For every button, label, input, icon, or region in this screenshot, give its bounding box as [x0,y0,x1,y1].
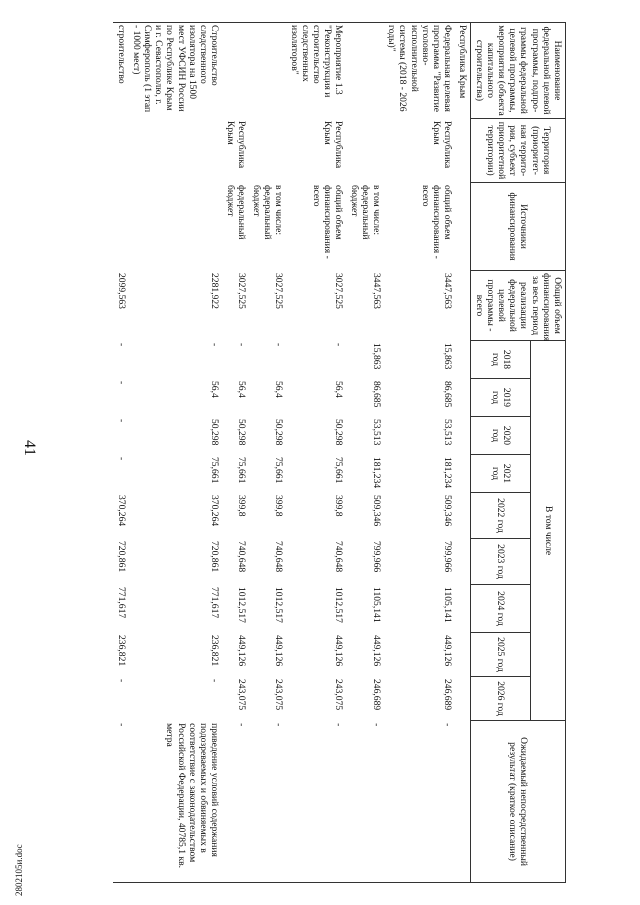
row-source [113,183,128,271]
row-name [346,23,384,119]
row-year-value: 75,661 [273,457,285,484]
row-year-value: 799,966 [442,541,454,573]
row-name [222,23,248,119]
row-year-value: 53,513 [442,419,454,446]
row-territory [249,119,287,183]
row-total: 3027,525 [235,273,247,309]
row-year-value: 370,264 [115,495,127,527]
row-result: - [346,721,384,883]
row-name: строительство [113,23,128,119]
row-year-value: 243,075 [235,679,247,711]
row-year-value: - [209,343,221,347]
row-total: 2099,563 [115,273,127,309]
row-year-value: 799,966 [370,541,382,573]
row-year-value: - [273,343,285,347]
row-year-value: 243,075 [273,679,285,711]
header-result: Ожидаемый непосредственный результат (краткое описание) [471,721,566,883]
table-row [249,23,287,883]
row-result: - [222,721,248,883]
row-year-value: 181,234 [442,457,454,489]
table-row [129,23,223,883]
row-name: Мероприятие 1.3 "Реконструкция и строительство следственных изоляторов" [286,23,346,119]
header-including: В том числе [530,341,565,721]
header-year: 2021 год [471,455,530,493]
table-row [346,23,384,883]
row-source: в том числе: федеральный бюджет [250,185,285,240]
row-year-value: 370,264 [209,495,221,527]
header-year: 2022 год [471,493,530,539]
row-result: - [384,721,455,883]
row-year-value: 1105,141 [370,587,382,623]
row-year-value: 449,126 [442,635,454,667]
row-territory [129,119,223,183]
table-row [384,23,455,883]
row-year-value: 771,617 [209,587,221,619]
row-year-value: 181,234 [370,457,382,489]
row-year-value: 1105,141 [442,587,454,623]
table-body [455,23,471,883]
header-year: 2026 год [471,677,530,721]
row-year-value: 50,298 [333,419,345,446]
row-year-value: 509,346 [370,495,382,527]
row-year-value: 720,861 [115,541,127,573]
row-year-value: 740,648 [273,541,285,573]
row-year-value: 1012,517 [273,587,285,623]
row-year-value: 399,8 [235,495,247,517]
row-total: 3027,525 [333,273,345,309]
row-year-value: 449,126 [273,635,285,667]
row-year-value: 75,661 [333,457,345,484]
row-name: Федеральная целевая программа "Развитие уголовно-исполнительной системы (2018 - 2026 годы)" [384,23,455,119]
row-territory [113,119,128,183]
row-year-value: - [115,343,127,347]
row-year-value: 56,4 [273,381,285,398]
header-sources: Источники финансирования [471,183,566,271]
row-year-value: 86,685 [442,381,454,408]
row-result: - [286,721,346,883]
row-year-value: 509,346 [442,495,454,527]
page-number: 41 [21,440,38,456]
table-header [471,23,566,883]
row-source: в том числе: федеральный бюджет [348,185,382,240]
header-year: 2023 год [471,539,530,585]
row-year-value: 1012,517 [235,587,247,623]
row-result: приведение условий содержания подозреваемых и обвиняемых в соответствие с законодательством Российской Федерации, 40785,1 кв. метра [129,721,223,883]
row-total: 2281,922 [209,273,221,309]
row-year-value: - [115,419,127,423]
table-row [113,23,128,883]
row-year-value: 236,821 [209,635,221,667]
row-year-value: 720,861 [209,541,221,573]
row-year-value: 740,648 [235,541,247,573]
header-year: 2019 год [471,379,530,417]
row-result: - [113,721,128,883]
header-year: 2024 год [471,585,530,633]
data-rows [113,23,455,883]
row-year-value: 449,126 [370,635,382,667]
row-year-value: - [333,343,345,347]
table-row [286,23,346,883]
row-year-value: 246,689 [370,679,382,711]
header-year: 2020 год [471,417,530,455]
row-year-value: 75,661 [235,457,247,484]
row-year-value: 56,4 [333,381,345,398]
row-year-value: 56,4 [209,381,221,398]
row-year-value: 15,863 [442,343,454,370]
row-year-value: 56,4 [235,381,247,398]
row-total: 3447,563 [370,273,382,309]
header-territory: Территория (приоритет-ная террито-рия, субъект приоритетной территории) [471,119,566,183]
row-year-value: 50,298 [273,419,285,446]
row-year-value: 399,8 [273,495,285,517]
financing-table [113,22,566,883]
row-name [249,23,287,119]
row-year-value: 15,863 [370,343,382,370]
row-source: общий объем финансирования - всего [310,185,345,259]
table-row [222,23,248,883]
footer-file-code: 2802105и.doc [14,844,24,896]
row-year-value: 740,648 [333,541,345,573]
row-year-value: 50,298 [209,419,221,446]
row-year-value: 236,821 [115,635,127,667]
row-year-value: 75,661 [209,457,221,484]
row-year-value: - [209,679,221,683]
header-name: Наименование федеральной целевой программы, подпро-граммы федеральной целевой программы, мероприятия (объекта капитального строительства) [471,23,566,119]
row-source: федеральный бюджет [224,185,247,240]
header-year: 2018 год [471,341,530,379]
row-year-value: 1012,517 [333,587,345,623]
row-name: Строительство следственного изолятора на 1500 мест УФСИН России по Республике Крым и г. Севастополю, г. Симферополь (1 этап - 1000 мест) [129,23,223,119]
row-source: общий объем финансирования - всего [419,185,454,259]
row-year-value: 86,685 [370,381,382,408]
header-year: 2025 год [471,633,530,677]
row-year-value: - [115,679,127,683]
row-year-value: 449,126 [235,635,247,667]
row-total: 3447,563 [442,273,454,309]
row-year-value: 399,8 [333,495,345,517]
row-year-value: - [235,343,247,347]
row-territory: Республика Крым [322,121,345,169]
row-year-value: 53,513 [370,419,382,446]
row-year-value: 246,689 [442,679,454,711]
header-total: Общий объем финансирования за весь период реализации федеральной целевой программы - всего [471,271,566,341]
row-year-value: 243,075 [333,679,345,711]
row-territory: Республика Крым [430,121,454,169]
row-year-value: 449,126 [333,635,345,667]
row-year-value: - [115,381,127,385]
row-territory [346,119,384,183]
row-result: - [249,721,287,883]
region-title: Республика Крым [455,23,471,883]
row-territory: Республика Крым [224,121,247,169]
row-year-value: 50,298 [235,419,247,446]
rotated-table-container [74,22,566,882]
row-total: 3027,525 [273,273,285,309]
row-year-value: 771,617 [115,587,127,619]
row-year-value: - [115,457,127,461]
row-source [129,183,223,271]
region-row [455,23,471,883]
